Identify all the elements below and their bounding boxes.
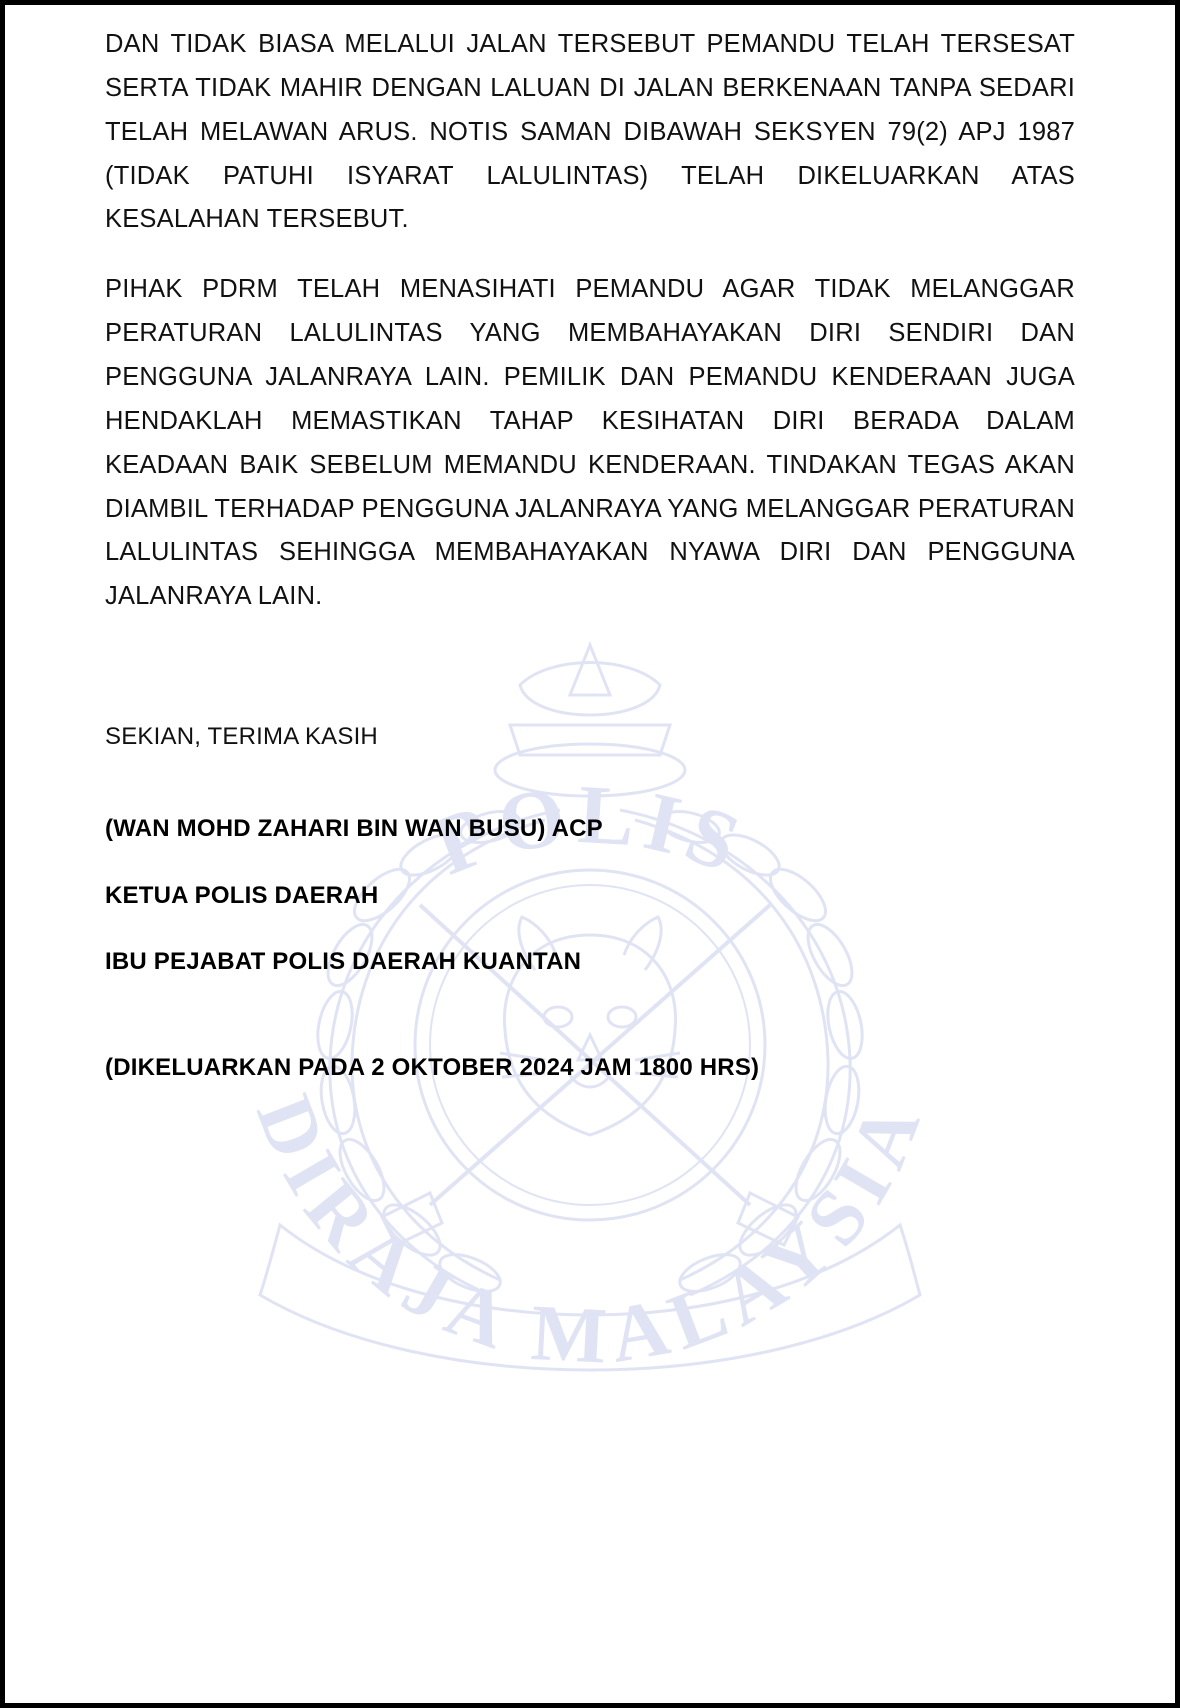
issued-timestamp: (DIKELUARKAN PADA 2 OKTOBER 2024 JAM 1800 HRS) (105, 1054, 760, 1082)
closing-line: SEKIAN, TERIMA KASIH (105, 723, 378, 751)
svg-text:DIRAJA MALAYSIA: DIRAJA MALAYSIA (239, 1084, 941, 1382)
spacer-before-signature (105, 755, 1075, 813)
paragraph-1: DAN TIDAK BIASA MELALUI JALAN TERSEBUT PEMANDU TELAH TERSESAT SERTA TIDAK MAHIR DENGAN LALUAN DI JALAN BERKENAAN TANPA SEDARI TELAH MELAWAN ARUS. NOTIS SAMAN DIBAWAH SEKSYEN 79(2) APJ 1987 (TIDAK PATUHI ISYARAT LALULINTAS) TELAH DIKELUARKAN ATAS KESALAHAN TERSEBUT. (105, 30, 1075, 234)
svg-text:POLIS: POLIS (421, 767, 759, 894)
spacer-before-closing (105, 645, 1075, 719)
paragraph-2: PIHAK PDRM TELAH MENASIHATI PEMANDU AGAR TIDAK MELANGGAR PERATURAN LALULINTAS YANG MEMBAHAYAKAN DIRI SENDIRI DAN PENGGUNA JALANRAYA LAIN. PEMILIK DAN PEMANDU KENDERAAN JUGA HENDAKLAH MEMASTIKAN TAHAP KESIHATAN DIRI BERADA DALAM KEADAAN BAIK SEBELUM MEMANDU KENDERAAN. TINDAKAN TEGAS AKAN DIAMBIL TERHADAP PENGGUNA JALANRAYA YANG MELANGGAR PERATURAN LALULINTAS SEHINGGA MEMBAHAYAKAN NYAWA DIRI DAN PENGGUNA JALANRAYA LAIN. (105, 275, 1075, 611)
signature-name: (WAN MOHD ZAHARI BIN WAN BUSU) ACP (105, 815, 603, 843)
signature-office: IBU PEJABAT POLIS DAERAH KUANTAN (105, 947, 582, 975)
document-content (5, 5, 1175, 1085)
spacer-before-issued (105, 1012, 1075, 1052)
signature-position: KETUA POLIS DAERAH (105, 881, 379, 909)
